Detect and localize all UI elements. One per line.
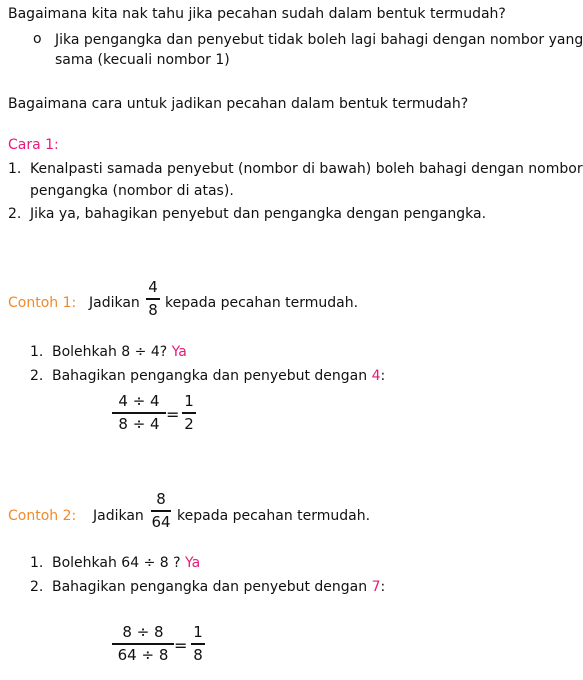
fraction-denominator: 8: [148, 300, 158, 319]
fraction-bar: [112, 412, 166, 413]
example-2-step-2-colon: :: [380, 579, 386, 595]
example-2-step-1-text: Bolehkah 64 ÷ 8 ?: [52, 555, 181, 571]
example-1-step-1-text: Bolehkah 8 ÷ 4?: [52, 344, 168, 360]
fraction-bar: [151, 510, 171, 511]
example-1-result-fraction: [182, 393, 196, 433]
step-2-line-1: Jika ya, bahagikan penyebut dan pengangka dengan pengangka.: [30, 206, 487, 222]
result-denominator: 8: [193, 645, 203, 664]
calc-numerator: 8 ÷ 8: [122, 623, 164, 641]
fraction-bar: [112, 643, 174, 644]
question-1: Bagaimana kita nak tahu jika pecahan sudah dalam bentuk termudah?: [8, 6, 506, 22]
calc-numerator: 4 ÷ 4: [118, 392, 160, 410]
example-1-post: kepada pecahan termudah.: [165, 295, 359, 311]
fraction-bar: [146, 298, 160, 299]
step-1-line-2: pengangka (nombor di atas).: [30, 183, 234, 199]
example-2-step-1: [52, 555, 200, 572]
example-2-step-1-answer: Ya: [185, 555, 201, 571]
example-2-post: kepada pecahan termudah.: [177, 508, 371, 524]
example-1-step-2-colon: :: [380, 368, 386, 384]
fraction-bar: [182, 412, 196, 413]
calc-denominator: 8 ÷ 4: [118, 414, 160, 433]
fraction-numerator: 4: [148, 278, 158, 296]
example-1-step-2-text: Bahagikan pengangka dan penyebut dengan: [52, 368, 368, 384]
fraction-numerator: 8: [156, 490, 166, 508]
method-title: Cara 1:: [8, 137, 59, 153]
example-2-step-2-number: 2.: [30, 579, 44, 595]
example-2-pre: Jadikan: [93, 508, 144, 524]
example-2-step-1-number: 1.: [30, 555, 44, 571]
example-2-label: Contoh 2:: [8, 508, 77, 524]
example-2-step-2-text: Bahagikan pengangka dan penyebut dengan: [52, 579, 368, 595]
step-1-line-1: Kenalpasti samada penyebut (nombor di bawah) boleh bahagi dengan nombor: [30, 161, 583, 177]
example-1-fraction: [146, 279, 160, 319]
answer-line-1: Jika pengangka dan penyebut tidak boleh lagi bahagi dengan nombor yang: [55, 32, 583, 48]
fraction-bar: [191, 643, 205, 644]
example-1-pre: Jadikan: [89, 295, 140, 311]
example-2-result-fraction: [191, 624, 205, 664]
question-2: Bagaimana cara untuk jadikan pecahan dalam bentuk termudah?: [8, 96, 469, 112]
step-2-number: 2.: [8, 206, 22, 222]
bullet-icon: o: [33, 31, 42, 47]
example-1-label: Contoh 1:: [8, 295, 77, 311]
answer-line-2: sama (kecuali nombor 1): [55, 52, 230, 68]
result-denominator: 2: [184, 414, 194, 433]
example-1-step-1-answer: Ya: [171, 344, 187, 360]
example-2-fraction: [151, 491, 171, 531]
fraction-denominator: 64: [151, 512, 171, 531]
example-1-step-1: [52, 344, 187, 361]
example-2-step-2: [52, 579, 385, 596]
result-numerator: 1: [184, 392, 194, 410]
step-1-number: 1.: [8, 161, 22, 177]
example-1-step-2: [52, 368, 385, 385]
example-1-calc-fraction: [112, 393, 166, 433]
example-1-step-2-number: 2.: [30, 368, 44, 384]
result-numerator: 1: [193, 623, 203, 641]
example-2-step-2-value: 7: [371, 579, 381, 595]
example-1-step-1-number: 1.: [30, 344, 44, 360]
equals-sign: =: [174, 636, 188, 655]
calc-denominator: 64 ÷ 8: [117, 645, 169, 664]
example-1-step-2-value: 4: [371, 368, 381, 384]
equals-sign: =: [166, 405, 180, 424]
example-2-calc-fraction: [112, 624, 174, 664]
